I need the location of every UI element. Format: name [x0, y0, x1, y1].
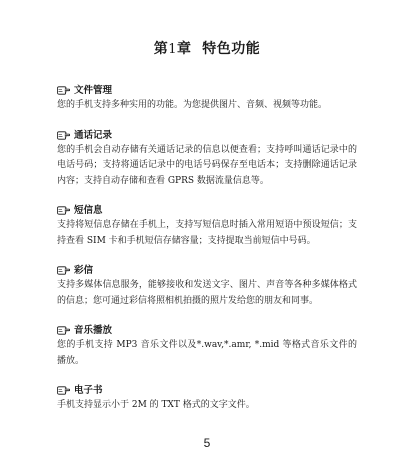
section-body: 您的手机会自动存储有关通话记录的信息以便查看；支持呼叫通话记录中的电话号码；支持将通话记录中的电话号码保存至电话本；支持删除通话记录内容；支持自动存储和查看 GPRS 数据流量信息等。	[57, 144, 357, 186]
section-ebook	[57, 384, 357, 414]
chapter-number: 1	[168, 42, 178, 57]
section-body: 支持多媒体信息服务，能够接收和发送文字、图片、声音等各种多媒体格式的信息；您可通过彩信将照相机拍摄的照片发给您的朋友和同事。	[57, 280, 357, 306]
chapter-prefix: 第	[153, 41, 169, 57]
section-heading-text: 彩信	[74, 265, 94, 276]
section-heading-text: 文件管理	[74, 85, 113, 96]
section-heading	[57, 84, 357, 97]
section-heading-text: 音乐播放	[74, 325, 113, 336]
chapter-title-text: 章 特色功能	[177, 41, 261, 57]
section-heading	[57, 384, 357, 397]
feature-list	[57, 84, 357, 429]
section-music-player	[57, 324, 357, 369]
page-number: 5	[203, 436, 211, 450]
section-heading	[57, 129, 357, 142]
section-mms	[57, 264, 357, 309]
hand-pointing-icon	[57, 206, 70, 215]
section-body: 支持将短信息存储在手机上，支持写短信息时插入常用短语中预设短信；支持查看 SIM 卡和手机短信存储容量；支持提取当前短信中号码。	[57, 220, 357, 246]
section-heading	[57, 204, 357, 217]
section-sms	[57, 204, 357, 249]
chapter-title	[0, 38, 414, 58]
hand-pointing-icon	[57, 86, 70, 95]
section-heading-text: 短信息	[74, 205, 103, 216]
hand-pointing-icon	[57, 386, 70, 395]
section-body: 您的手机支持 MP3 音乐文件以及*.wav,*.amr, *.mid 等格式音乐文件的播放。	[57, 340, 357, 366]
section-body: 您的手机支持多种实用的功能。为您提供图片、音频、视频等功能。	[57, 100, 328, 110]
section-body: 手机支持显示小于 2M 的 TXT 格式的文字文件。	[57, 400, 255, 410]
hand-pointing-icon	[57, 326, 70, 335]
section-heading	[57, 264, 357, 277]
hand-pointing-icon	[57, 131, 70, 140]
section-heading-text: 通话记录	[74, 129, 113, 141]
section-call-log	[57, 129, 357, 190]
hand-pointing-icon	[57, 266, 70, 275]
section-heading	[57, 324, 357, 337]
section-heading-text: 电子书	[74, 385, 103, 396]
section-file-management	[57, 84, 357, 114]
